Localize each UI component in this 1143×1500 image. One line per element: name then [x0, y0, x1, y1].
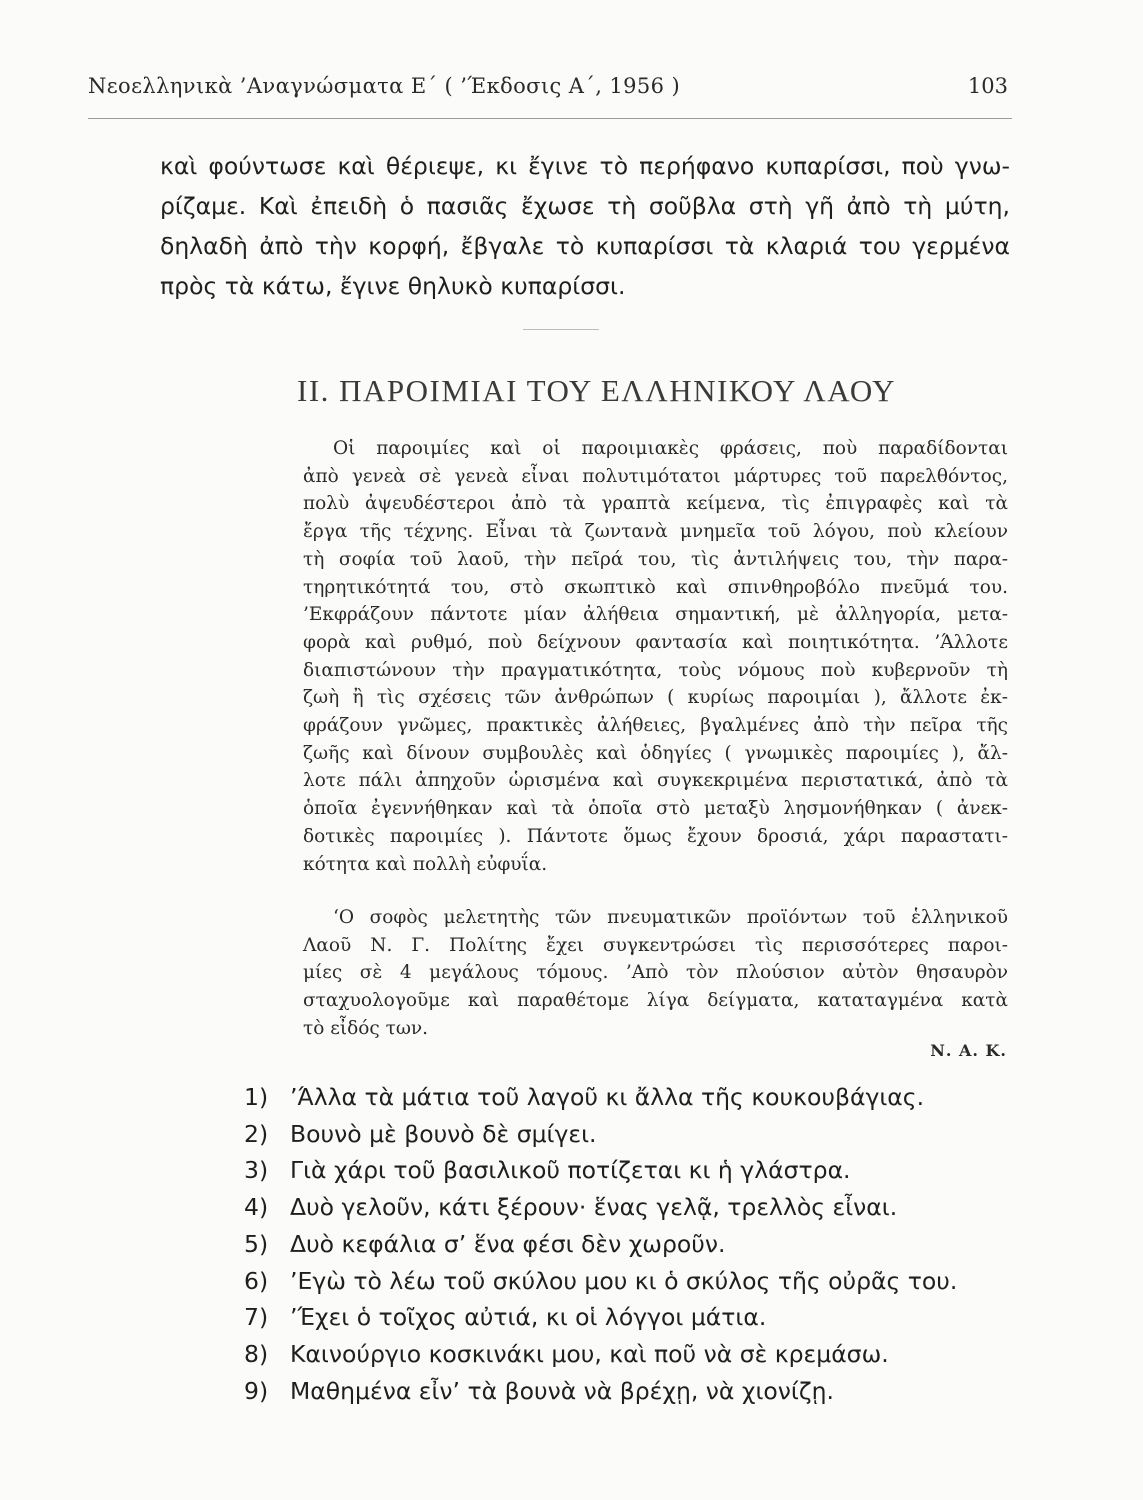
text-line: δοτικὲς παροιμίες ). Πάντοτε ὅμως ἔχουν δροσιά, χάρι παραστατι- [303, 825, 1008, 847]
text-line: τὸ εἶδός των. [303, 1017, 429, 1039]
proverb-number: 5) [244, 1229, 269, 1258]
intro-paragraph [160, 146, 1010, 306]
list-item [244, 1299, 1024, 1336]
text-line: Οἱ παροιμίες καὶ οἱ παροιμιακὲς φράσεις, ποὺ παραδίδονται [333, 438, 1008, 459]
list-item [244, 1079, 1024, 1116]
proverb-number: 8) [244, 1339, 269, 1368]
text-line: ζωῆς καὶ δίνουν συμβουλὲς καὶ ὁδηγίες ( γνωμικὲς παροιμίες ), ἄλ- [303, 742, 1008, 764]
text-line: ’Εκφράζουν πάντοτε μίαν ἀλήθεια σημαντική, μὲ ἀλληγορία, μετα- [303, 604, 1008, 626]
proverb-number: 7) [244, 1303, 269, 1332]
running-head-title: Νεοελληνικὰ ’Αναγνώσματα Ε΄ ( ’Έκδοσις Α΄, 1956 ) [88, 74, 681, 98]
text-line: πολὺ ἀψευδέστεροι ἀπὸ τὰ γραπτὰ κείμενα, τὶς ἐπιγραφὲς καὶ τὰ [303, 493, 1008, 515]
list-item [244, 1152, 1024, 1189]
proverb-number: 2) [244, 1119, 269, 1148]
proverb-text: Δυὸ γελοῦν, κάτι ξέρουν· ἕνας γελᾷ, τρελλὸς εἶναι. [290, 1193, 898, 1222]
header-divider [88, 118, 1012, 119]
paragraph-proverbs-intro [303, 435, 1008, 878]
proverb-number: 3) [244, 1156, 269, 1185]
section-title: II. ΠΑΡΟΙΜΙΑΙ ΤΟΥ ΕΛΛΗΝΙΚΟΥ ΛΑΟΥ [297, 373, 897, 408]
proverb-number: 9) [244, 1376, 269, 1405]
proverb-number: 4) [244, 1193, 269, 1222]
text-line: σταχυολογοῦμε καὶ παραθέτομε λίγα δείγματα, καταταγμένα κατὰ [303, 990, 1008, 1012]
section-separator [523, 329, 599, 330]
list-item [244, 1226, 1024, 1263]
text-line: φορὰ καὶ ρυθμό, ποὺ δείχνουν φαντασία καὶ ποιητικότητα. ’Άλλοτε [303, 631, 1008, 653]
text-line: μίες σὲ 4 μεγάλους τόμους. ’Απὸ τὸν πλούσιον αὐτὸν θησαυρὸν [303, 962, 1008, 984]
text-line: λοτε πάλι ἀπηχοῦν ὡρισμένα καὶ συγκεκριμένα περιστατικά, ἀπὸ τὰ [303, 770, 1008, 792]
list-item [244, 1336, 1024, 1373]
text-line: ἔργα τῆς τέχνης. Εἶναι τὰ ζωντανὰ μνημεῖα τοῦ λόγου, ποὺ κλείουν [303, 521, 1008, 543]
text-line: ‘Ο σοφὸς μελετητὴς τῶν πνευματικῶν προϊόντων τοῦ ἑλληνικοῦ [333, 907, 1008, 928]
text-line: τηρητικότητά του, στὸ σκωπτικὸ καὶ σπινθηροβόλο πνεῦμά του. [303, 576, 1008, 598]
list-item [244, 1189, 1024, 1226]
text-line: ἀπὸ γενεὰ σὲ γενεὰ εἶναι πολυτιμότατοι μάρτυρες τοῦ παρελθόντος, [303, 465, 1008, 487]
text-line: δηλαδὴ ἀπὸ τὴν κορφή, ἔβγαλε τὸ κυπαρίσσι τὰ κλαριά του γερμένα [160, 232, 1010, 260]
text-line: φράζουν γνῶμες, πρακτικὲς ἀλήθειες, βγαλμένες ἀπὸ τὴν πεῖρα τῆς [303, 715, 1008, 737]
page-header [88, 74, 1012, 114]
proverb-text: Βουνὸ μὲ βουνὸ δὲ σμίγει. [290, 1119, 597, 1148]
list-item [244, 1263, 1024, 1300]
text-line: ζωὴ ἢ τὶς σχέσεις τῶν ἀνθρώπων ( κυρίως παροιμίαι ), ἄλλοτε ἐκ- [303, 687, 1008, 709]
proverb-text: ’Εγὼ τὸ λέω τοῦ σκύλου μου κι ὁ σκύλος τῆς οὐρᾶς του. [290, 1266, 958, 1295]
text-line: πρὸς τὰ κάτω, ἔγινε θηλυκὸ κυπαρίσσι. [160, 272, 626, 300]
text-line: ρίζαμε. Καὶ ἐπειδὴ ὁ πασιᾶς ἔχωσε τὴ σοῦβλα στὴ γῆ ἀπὸ τὴ μύτη, [160, 192, 1010, 220]
paragraph-politis [303, 904, 1008, 1043]
proverb-text: ’Έχει ὁ τοῖχος αὐτιά, κι οἱ λόγγοι μάτια. [290, 1303, 767, 1332]
text-line: ὁποῖα ἐγεννήθηκαν καὶ τὰ ὁποῖα στὸ μεταξὺ λησμονήθηκαν ( ἀνεκ- [303, 798, 1008, 820]
text-line: Λαοῦ Ν. Γ. Πολίτης ἔχει συγκεντρώσει τὶς περισσότερες παροι- [303, 934, 1008, 956]
text-line: τὴ σοφία τοῦ λαοῦ, τὴν πεῖρά του, τὶς ἀντιλήψεις του, τὴν παρα- [303, 548, 1008, 570]
proverb-text: Μαθημένα εἶν’ τὰ βουνὰ νὰ βρέχῃ, νὰ χιονίζῃ. [290, 1376, 834, 1405]
proverb-text: Δυὸ κεφάλια σ’ ἕνα φέσι δὲν χωροῦν. [290, 1229, 726, 1258]
proverb-number: 1) [244, 1083, 269, 1111]
list-item [244, 1373, 1024, 1410]
proverb-text: Καινούργιο κοσκινάκι μου, καὶ ποῦ νὰ σὲ κρεμάσω. [290, 1339, 889, 1368]
text-line: καὶ φούντωσε καὶ θέριεψε, κι ἔγινε τὸ περήφανο κυπαρίσσι, ποὺ γνω- [160, 152, 1010, 180]
proverb-text: Γιὰ χάρι τοῦ βασιλικοῦ ποτίζεται κι ἡ γλάστρα. [290, 1156, 851, 1185]
author-initials: Ν. Α. Κ. [930, 1041, 1007, 1060]
page-number: 103 [967, 74, 1008, 98]
text-line: κότητα καὶ πολλὴ εὐφυΐα. [303, 853, 548, 875]
text-line: διαπιστώνουν τὴν πραγματικότητα, τοὺς νόμους ποὺ κυβερνοῦν τὴ [303, 659, 1008, 681]
proverb-text: ’Άλλα τὰ μάτια τοῦ λαγοῦ κι ἄλλα τῆς κουκουβάγιας. [290, 1083, 925, 1111]
list-item [244, 1116, 1024, 1153]
proverb-number: 6) [244, 1266, 269, 1295]
proverb-list [244, 1079, 1024, 1409]
